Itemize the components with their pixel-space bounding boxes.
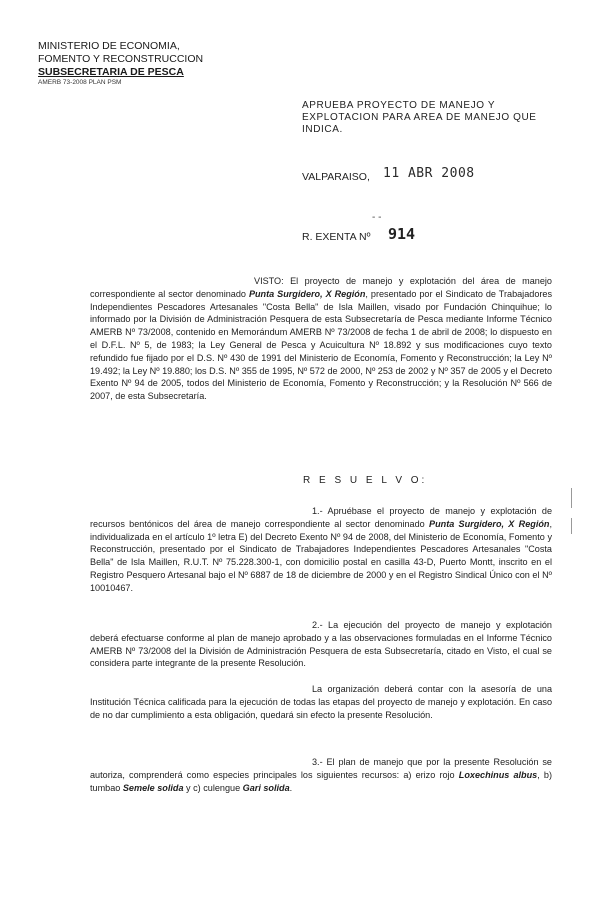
art3-text-3: y c) culengue <box>183 782 243 793</box>
ministry-line-2: FOMENTO Y RECONSTRUCCION <box>38 53 204 65</box>
margin-mark-bottom <box>571 518 572 534</box>
art1-text-1: 1.- Apruébase el proyecto de manejo y explotación de recursos bentónicos del área de manejo correspondiente al sector denominado <box>90 506 552 529</box>
article-2-paragraph-2: La organización deberá contar con la asesoría de una Institución Técnica calificada para la ejecución de todas las etapas del proyecto de manejo y explotación. En caso de no dar cumplimiento a esta obligación, quedará sin efecto la presente Resolución. <box>90 684 552 720</box>
species-tumbao: Semele solida <box>122 782 184 793</box>
date-stamp: 11 ABR 2008 <box>383 166 475 181</box>
place-label: VALPARAISO, <box>302 171 370 183</box>
art3-text-1: 3.- El plan de manejo que por la presente Resolución se autoriza, comprenderá como especies principales los siguientes recursos: a) erizo rojo <box>90 757 552 780</box>
visto-paragraph <box>90 275 552 403</box>
resolution-subject: APRUEBA PROYECTO DE MANEJO Y EXPLOTACION PARA AREA DE MANEJO QUE INDICA. <box>302 100 537 135</box>
species-erizo: Loxechinus albus <box>458 769 538 780</box>
art1-sector-name: Punta Surgidero, X Región <box>429 518 550 529</box>
visto-text-1: VISTO: El proyecto de manejo y explotación del área de manejo correspondiente al sector denominado <box>90 276 552 299</box>
visto-sector-name: Punta Surgidero, X Región <box>248 288 366 299</box>
article-3-paragraph <box>90 756 552 794</box>
article-1-paragraph <box>90 505 552 595</box>
art3-text-4: . <box>289 782 293 793</box>
subsecretaria-line: SUBSECRETARIA DE PESCA <box>38 66 184 78</box>
visto-section <box>90 275 552 403</box>
margin-mark-top <box>571 488 572 508</box>
resolution-number: 914 <box>388 225 416 243</box>
article-3 <box>90 756 552 794</box>
document-code: AMERB 73-2008 PLAN PSM <box>38 79 122 86</box>
visto-text-2: , presentado por el Sindicato de Trabajadores Independientes Pescadores Artesanales "Costa Bella" de Isla Maillen, visado por Fundación Chinquihue; lo informado por la División de Administración Pesquera de esta Subsecretaría de Pesca mediante Informe Técnico AMERB Nº 73/2008, contenido en Memorándum AMERB Nº 73/2008 de fecha 1 de abril de 2008; lo dispuesto en el D.F.L. Nº 5, de 1983; la Ley General de Pesca y Acuicultura Nº 18.892 y sus modificaciones cuyo texto refundido fue fijado por el D.S. Nº 430 de 1991 del Ministerio de Economía, Fomento y Reconstrucción; la Ley Nº 19.492; la Ley Nº 19.880; los D.S. Nº 355 de 1995, Nº 572 de 2000, Nº 253 de 2002 y Nº 357 de 2005 y el Decreto Exento Nº 94 de 2005, todos del Ministerio de Economía, Fomento y Reconstrucción; y la Resolución Nº 566 de 2007, de esta Subsecretaría. <box>90 288 553 402</box>
article-2 <box>90 619 552 722</box>
resuelvo-heading: R E S U E L V O: <box>303 475 428 486</box>
ministry-line-1: MINISTERIO DE ECONOMIA, <box>38 40 180 52</box>
article-1 <box>90 505 552 595</box>
resolution-label: R. EXENTA Nº <box>302 231 371 243</box>
species-culengue: Gari solida <box>242 782 290 793</box>
article-2-paragraph-1: 2.- La ejecución del proyecto de manejo y explotación deberá efectuarse conforme al plan de manejo aprobado y a las observaciones formuladas en el Informe Técnico AMERB Nº 73/2008 del la División de Administración Pesquera de esta Subsecretaría, citado en Visto, el cual se considera parte integrante de la presente Resolución. <box>90 620 552 669</box>
art1-text-2: , individualizada en el artículo 1º letra E) del Decreto Exento Nº 94 de 2008, del Ministerio de Economía, Fomento y Reconstrucción, presentado por el Sindicato de Trabajadores Independientes Pescadores Artesanales "Costa Bella" de Isla Maillen, R.U.T. Nº 75.228.300-1, con domicilio postal en casilla 43-D, Puerto Montt, inscrito en el Registro Pesquero Artesanal bajo el Nº 6887 de 18 de diciembre de 2000 y en el Registro Sindical Único con el Nº 10010467. <box>90 518 552 593</box>
letterhead <box>38 40 203 87</box>
dash-marks: - - <box>372 212 382 223</box>
art3-text-2: , b) tumbao <box>90 769 553 793</box>
